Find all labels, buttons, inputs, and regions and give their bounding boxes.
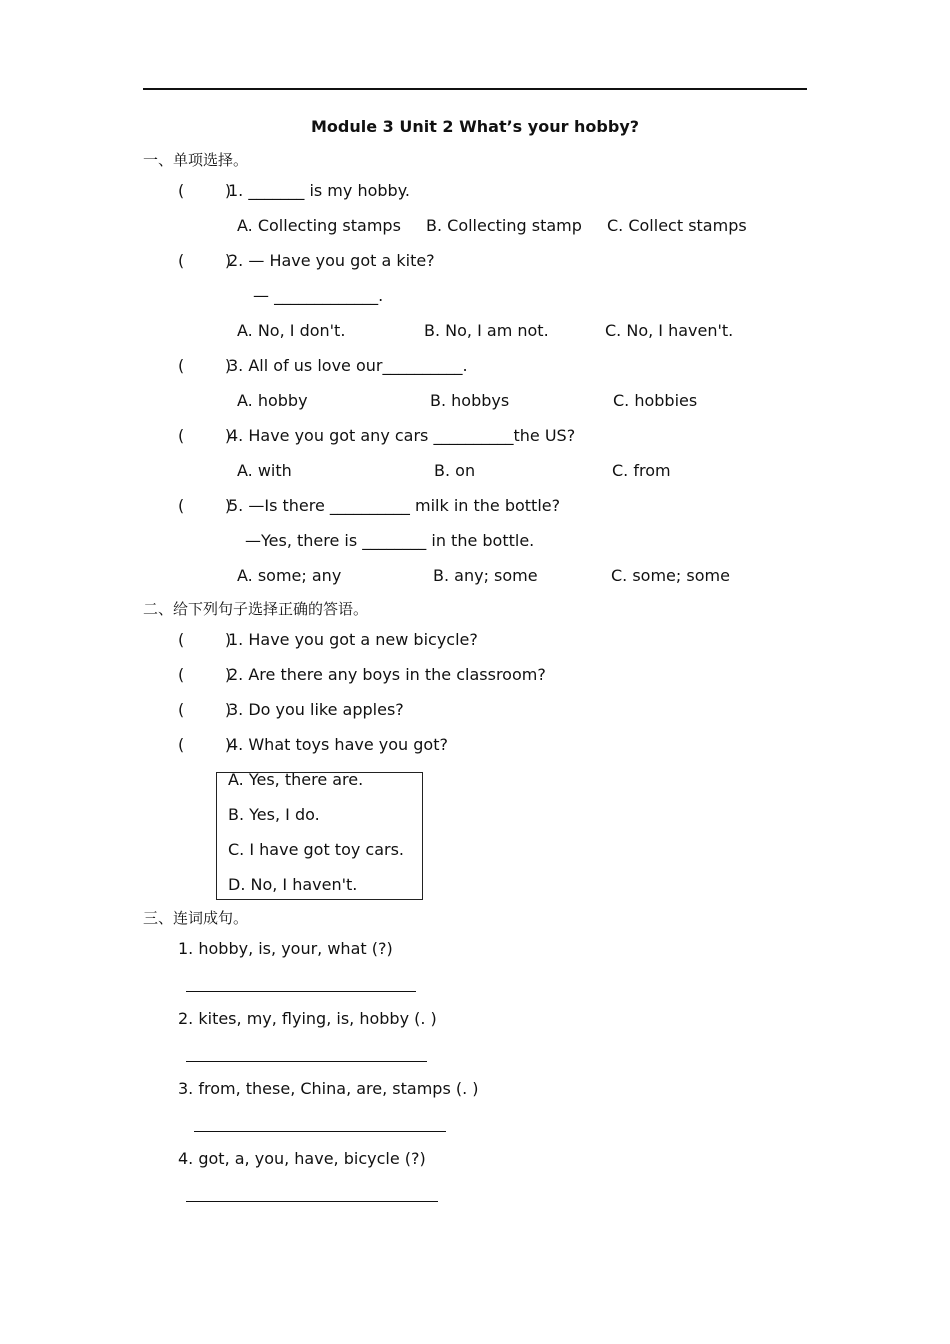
q2-answer-paren[interactable]: ( ) [178,251,232,270]
section1-heading: 一、单项选择。 [143,151,249,169]
page-title: Module 3 Unit 2 What’s your hobby? [310,117,640,136]
s3-item-4: 4. got, a, you, have, bicycle (?) [178,1149,426,1168]
q2-option-a: A. No, I don't. [237,321,346,340]
q1-option-c: C. Collect stamps [607,216,747,235]
s2-q2-answer-paren[interactable]: ( ) [178,665,232,684]
s2-option-a: A. Yes, there are. [228,770,364,789]
q4-stem: 4. Have you got any cars __________the US? [228,426,576,445]
q1-option-b: B. Collecting stamp [426,216,582,235]
q2-option-c: C. No, I haven't. [605,321,734,340]
s2-option-d: D. No, I haven't. [228,875,358,894]
s3-answer-line-1[interactable] [186,991,416,992]
q2-stem: 2. — Have you got a kite? [228,251,435,270]
q1-stem: 1. _______ is my hobby. [228,181,410,200]
q3-option-c: C. hobbies [613,391,698,410]
q5-line2: —Yes, there is ________ in the bottle. [245,531,535,550]
s3-item-3: 3. from, these, China, are, stamps (. ) [178,1079,479,1098]
q1-option-a: A. Collecting stamps [237,216,401,235]
q3-option-b: B. hobbys [430,391,510,410]
q3-option-a: A. hobby [237,391,308,410]
s2-q3-answer-paren[interactable]: ( ) [178,700,232,719]
q4-option-c: C. from [612,461,671,480]
q5-option-a: A. some; any [237,566,342,585]
q4-option-a: A. with [237,461,292,480]
q5-option-c: C. some; some [611,566,730,585]
s3-answer-line-2[interactable] [186,1061,427,1062]
q3-stem: 3. All of us love our__________. [228,356,468,375]
s2-option-b: B. Yes, I do. [228,805,320,824]
s2-q1-answer-paren[interactable]: ( ) [178,630,232,649]
q1-answer-paren[interactable]: ( ) [178,181,232,200]
s3-item-1: 1. hobby, is, your, what (?) [178,939,393,958]
s2-q2-text: 2. Are there any boys in the classroom? [228,665,546,684]
q3-answer-paren[interactable]: ( ) [178,356,232,375]
header-rule [143,88,807,90]
q2-option-b: B. No, I am not. [424,321,549,340]
s3-item-2: 2. kites, my, flying, is, hobby (. ) [178,1009,437,1028]
q4-option-b: B. on [434,461,476,480]
section3-heading: 三、连词成句。 [143,909,249,927]
section2-heading: 二、给下列句子选择正确的答语。 [143,600,369,618]
s2-option-c: C. I have got toy cars. [228,840,405,859]
q4-answer-paren[interactable]: ( ) [178,426,232,445]
s3-answer-line-4[interactable] [186,1201,438,1202]
s2-q4-answer-paren[interactable]: ( ) [178,735,232,754]
q5-option-b: B. any; some [433,566,538,585]
s2-q4-text: 4. What toys have you got? [228,735,448,754]
s2-q1-text: 1. Have you got a new bicycle? [228,630,478,649]
s3-answer-line-3[interactable] [194,1131,446,1132]
q5-stem: 5. —Is there __________ milk in the bottle? [228,496,561,515]
q2-answer-line: — _____________. [253,286,384,305]
s2-q3-text: 3. Do you like apples? [228,700,404,719]
q5-answer-paren[interactable]: ( ) [178,496,232,515]
